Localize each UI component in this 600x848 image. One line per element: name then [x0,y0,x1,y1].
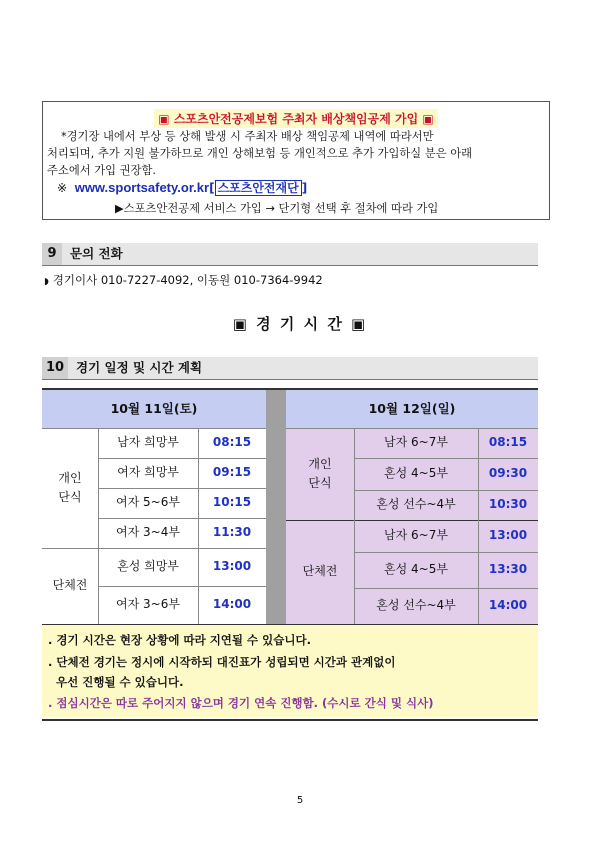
day1-time: 13:00 [212,559,252,574]
bullet-icon: ◗ [44,277,49,287]
link-bracket-close: ] [301,181,308,195]
insurance-notice-box [42,101,550,220]
grid-line [98,518,266,519]
day2-event: 혼성 선수~4부 [354,490,478,520]
day2-time: 13:30 [478,552,538,588]
day1-time: 11:30 [212,525,252,540]
section-title: 경기 일정 및 시간 계획 [76,360,203,375]
day1-group-singles: 개인 단식 [42,428,98,548]
day1-time: 08:15 [212,435,252,450]
day1-time: 09:15 [212,465,252,480]
section-number: 10 [42,357,68,379]
day1-event: 여자 5~6부 [116,495,180,510]
day2-event: 혼성 4~5부 [354,458,478,490]
contact-line [44,272,323,288]
day1-event: 혼성 희망부 [117,559,179,574]
note-line: 우선 진행될 수 있습니다. [48,675,184,689]
note-line: . 단체전 경기는 정시에 시작하되 대진표가 성립되면 시간과 관계없이 [48,655,396,669]
day1-group-team: 단체전 [42,548,98,624]
schedule-table [42,388,538,721]
grid-line [354,428,355,624]
sportsafety-link[interactable]: www.sportsafety.or.kr [74,180,210,195]
grid-line [42,548,266,549]
schedule-notes [42,624,538,717]
day2-group-team: 단체전 [286,520,354,624]
grid-line [42,428,266,429]
day2-time: 14:00 [478,588,538,624]
insurance-steps: ▶스포츠안전공제 서비스 가입 → 단기형 선택 후 절차에 따라 가입 [115,202,439,215]
grid-line [478,428,479,624]
day1-header: 10월 11일(토) [42,390,266,428]
day1-event: 남자 희망부 [117,435,179,450]
page-title: ▣ 경 기 시 간 ▣ [232,315,368,333]
grid-line [286,428,538,429]
column-gutter [266,390,286,624]
insurance-line-2: 처리되며, 추가 지원 불가하므로 개인 상해보험 등 개인적으로 추가 가입하실 분은 아래 [47,147,473,160]
page-number: 5 [296,795,304,806]
day2-time: 13:00 [478,520,538,552]
note-line-lunch: . 점심시간은 따로 주어지지 않으며 경기 연속 진행함. (수시로 간식 및 식사) [48,696,434,710]
section-title: 문의 전화 [70,246,123,261]
day2-header: 10월 12일(일) [286,390,538,428]
grid-line [354,458,538,459]
insurance-line-3: 주소에서 가입 권장함. [47,164,156,177]
insurance-line-1: *경기장 내에서 부상 등 상해 발생 시 주최자 배상 책임공제 내역에 따라서만 [61,130,434,143]
grid-line [98,488,266,489]
section-10-header [42,357,538,380]
contact-text: 경기이사 010-7227-4092, 이동원 010-7364-9942 [52,273,323,287]
grid-line [286,520,538,521]
grid-line [98,586,266,587]
day2-event: 혼성 4~5부 [354,552,478,588]
day2-time: 08:15 [478,428,538,458]
day2-time: 09:30 [478,458,538,490]
insurance-title: ▣ 스포츠안전공제보험 주최자 배상책임공제 가입 ▣ [154,109,437,128]
grid-line [98,458,266,459]
day1-event: 여자 3~4부 [116,525,180,540]
day1-event: 여자 희망부 [117,465,179,480]
day2-time: 10:30 [478,490,538,520]
day2-group-singles: 개인 단식 [286,428,354,520]
day2-event: 남자 6~7부 [354,520,478,552]
grid-line [98,428,99,624]
grid-line [354,490,538,491]
reference-mark-icon: ※ [57,181,68,195]
day1-time: 14:00 [212,597,252,612]
grid-line [198,428,199,624]
day1-event: 여자 3~6부 [116,597,180,612]
grid-line [354,588,538,589]
section-number: 9 [42,243,62,265]
day2-event: 남자 6~7부 [354,428,478,458]
section-9-header [42,243,538,266]
sportsafety-foundation-label[interactable]: 스포츠안전재단 [215,180,302,196]
day2-event: 혼성 선수~4부 [354,588,478,624]
grid-line [354,552,538,553]
day1-time: 10:15 [212,495,252,510]
insurance-link-line [57,179,307,196]
link-bracket-open: [ [209,181,215,195]
note-line: . 경기 시간은 현장 상황에 따라 지연될 수 있습니다. [48,633,311,647]
